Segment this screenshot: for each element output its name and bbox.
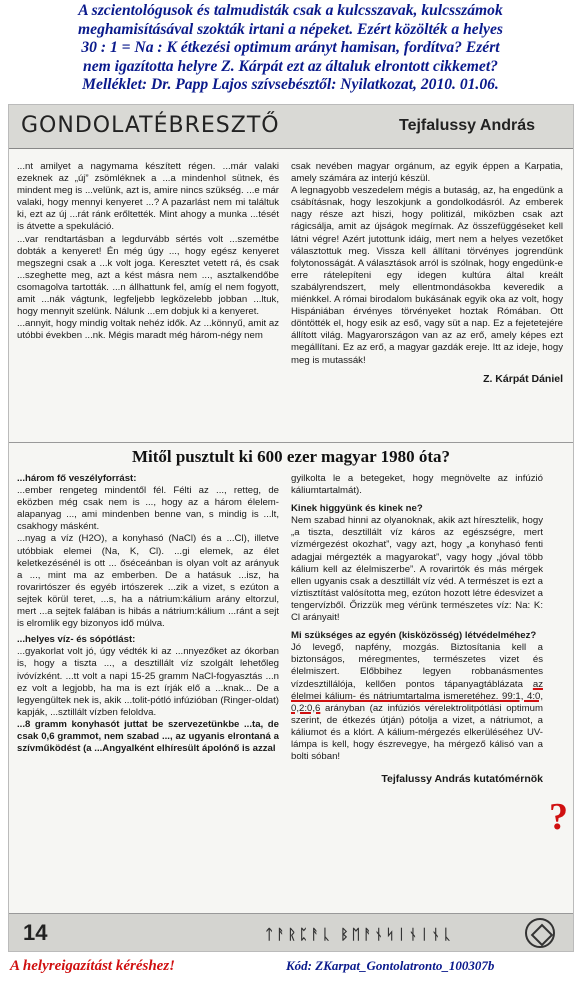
paragraph (291, 642, 543, 763)
correction-request-label: A helyreigazítást kéréshez! (10, 958, 176, 974)
paragraph: Nem szabad hinni az olyanoknak, akik azt híresztelik, hogy „a tiszta, desztillált víz káros az egészségre, mert vízmérgezést okozhat”, vagy azt, hogy „a konyhasó fenti adagjai mérgezték a magyarokat”, vagy hogy „jóval több kálium kell az élelmiszerbe”. A rovarirtók és más mérgek ellen ugyanis csak a desztillált víz véd. A természet is ezt a víztisztítást valósította meg, ezúton hozott létre édesvizet a tengervízből. Őrizzük meg vérünk természetes víz: Na: K: Cl arányait! (291, 515, 543, 624)
paragraph: ...nyag a víz (H2O), a konyhasó (NaCl) és a ...Cl), illetve utóbbiak elemei (Na, K, Cl). ...gi elemek, az élet keletkezésénél is ott ... őséceánban is olyan volt az arányuk a ..., mint ma az emberben. De a hatásuk ...isz, ha rovarirtószer és egyéb irtószerek ...zik a vizet, s ezúton a sejtek körül teret, ...s, ha a nátrium:kálium arány eltorzul, mert ...a sejtek falában is hibás a nátrium:kálium ...ránt a sejt is elromlik egy bizonyos idő múlva. (17, 533, 279, 630)
highlighted-ratio: az élelmei kálium- és nátriumtartalma ismeretéhez. 99:1, 4:0, 0,2:0,6 (291, 678, 543, 714)
bottom-right-column (291, 473, 543, 785)
section-author: Tejfalussy András (399, 117, 536, 134)
header-line: 30 : 1 = Na : K étkezési optimum arányt hamisan, fordítva? Ezért (81, 39, 500, 57)
text-run: arányban (az infúziós vérelektrolitpótlási optimum szerint, de étkezés útján) pótolja a vizet, a nátriumot, a káliumot és a klórt. A kálium-mérgezés elkerüléséhez UV-lámpa is kell, hogy észrevegye, ha mérgező kálisó van a bolti sóban! (291, 702, 543, 763)
question-mark-icon: ? (549, 796, 568, 838)
paragraph: csak nevében magyar orgánum, az egyik éppen a Karpatia, amely számára az interjú készül. (291, 161, 563, 185)
text-run: Jó levegő, napfény, mozgás. Biztosítania kell a biztonságos, méregmentes, természetes vizet és élelmiszert. Előbbihez legyen robbanásmentes vízdesztillálója, kellően pontos tápanyagtáblázata (291, 642, 543, 690)
header-line: nem igazította helyre Z. Kárpát ezt az általuk elrontott cikkemet? (83, 57, 498, 75)
divider (9, 442, 573, 443)
page-footer-bar (9, 913, 573, 952)
header-line: A szcientológusok és talmudisták csak a kulcsszavak, kulcsszámok (78, 2, 503, 19)
paragraph: ...gyakorlat volt jó, úgy védték ki az ...nnyezőket az ókorban is, hogy a tiszta ..., a desztillált víz szolgált lehetőleg ivóvízként. ...tt volt a napi 15-25 gramm NaCl-fogyasztás ...n ez volt a legjobb, ha ma is ezt írják elő a ...knak... De a legyengültek nek is, akik ...tolit-pótló infúzióban (Ringer-oldat) kapják, ...sztillált vízben feloldva. (17, 646, 279, 718)
top-right-column (291, 161, 563, 385)
paragraph: gyilkolta le a betegeket, hogy megnövelte az infúzió káliumtartalmát). (291, 473, 543, 497)
paragraph: ...ember rengeteg mindentől fél. Félti az ..., retteg, de eközben még csak nem is ..., hogy az a három élelem-alapanyag ..., ami mindenben benne van, s mindig is ...lt, csakhogy másként. (17, 485, 279, 533)
header-line: meghamisításával szokták irtani a népeket. Ezért közölték a helyes (78, 20, 503, 38)
bottom-left-column (17, 473, 279, 755)
subheading: Mi szükséges az egyén (kisközösség) létvédelméhez? (291, 630, 537, 642)
paragraph: ...nt amilyet a nagymama készített régen. ...már valaki ezeknek az „új” zsömléknek a ...a mindenhol sütnek, és mindent meg is ...velünk, azt is, amire nincs szükség. ...e már valaki, hogy mennyi kenyeret ...? A pazarlást nem mi találtuk ki, ezt az új ...rát ránk erőltették. Mint ahogy a munka ...tését is átvette a spekuláció. (17, 161, 279, 233)
document-code: Kód: ZKarpat_Gontolatronto_100307b (286, 958, 495, 973)
article-headline: Mitől pusztult ki 600 ezer magyar 1980 óta? (131, 447, 451, 466)
subheading: ...három fő veszélyforrást: (17, 473, 137, 484)
signature: Z. Kárpát Dániel (483, 372, 563, 385)
subheading: Kinek higgyünk és kinek ne? (291, 503, 423, 515)
intro-header (0, 0, 581, 100)
emblem-icon (525, 918, 555, 948)
runic-masthead: ᛏᚨᚱᛈᚨᚳ ᛒᛖᚨᚾᛋᛁᚾᛁᚾᚳ (265, 926, 455, 942)
section-band (9, 105, 573, 149)
newspaper-scan (8, 104, 574, 952)
subheading: ...helyes víz- és sópótlást: (17, 634, 136, 646)
paragraph: ...annyit, hogy mindig voltak nehéz idők. Az ...könnyű, amit az utóbbi években ...nk. Mégis maradt még három-négy nem (17, 318, 279, 342)
page-number: 14 (23, 920, 48, 945)
paragraph: ...var rendtartásban a legdurvább sértés volt ...szemétbe dobták a kenyeret! Én még úgy ..., hogy egész kenyeret megszegni csak a ...k volt joga. Keresztet vetett rá, és csak ...szeghette meg, azt a kést másra nem ..., asztalkendőbe csomagolva tartották. ...n állhattunk fel, amíg el nem fogyott, amit ...nák vágtunk, legfeljebb legközelebb jobban ...ltuk, hogy mennyit szelünk. Nálunk ...em dobjuk ki a kenyeret. (17, 233, 279, 318)
signature: Tejfalussy András kutatómérnök (381, 773, 543, 786)
section-title: GONDOLATÉBRESZTŐ (21, 113, 280, 138)
paragraph: A legnagyobb veszedelem mégis a butaság, az, ha engedünk a csábításnak, hogy leszokjunk a gondolkodásról. Az emberek nagy része azt hiszi, hogy politizál, miközben csak azt rágicsálja, amit az újságok megírnak. Az összefüggéseket kell látni végre! Azért jutottunk idáig, mert nem a helyes vezetőket választottuk meg. Vissza kell állítani törvényes jogrendünk folytonosságát. A választások arról is szólnak, hogy engedünk-e erre rátelepíteni egy idegen kultúra által kreált szabályrendszert, mely ellentmondásokba keveredik a miénkkel. A római birodalom bukásának egyik oka az volt, hogy Hispániában érvényes törvényeket hoztak Rómában. Ott döntötték el, hogy esik az eső, vagy süt a nap. Ez a fejetetejére állított világ. Magyarországon van az az erő, amely képes ezt megállítani. Ez az erő, a magyar gazdák ereje. Itt az ideje, hogy meg is mutassák! (291, 185, 563, 366)
top-left-column (17, 161, 279, 342)
paragraph: ...8 gramm konyhasót juttat be szervezetünkbe ...ta, de csak 0,6 grammot, nem szabad ..., az ugyanis elrontaná a szívműködést (a ...Angyalként elhíresült ápolónő is azzal (17, 718, 279, 755)
header-line: Melléklet: Dr. Papp Lajos szívsebésztől: Nyilatkozat, 2010. 01.06. (82, 76, 499, 94)
